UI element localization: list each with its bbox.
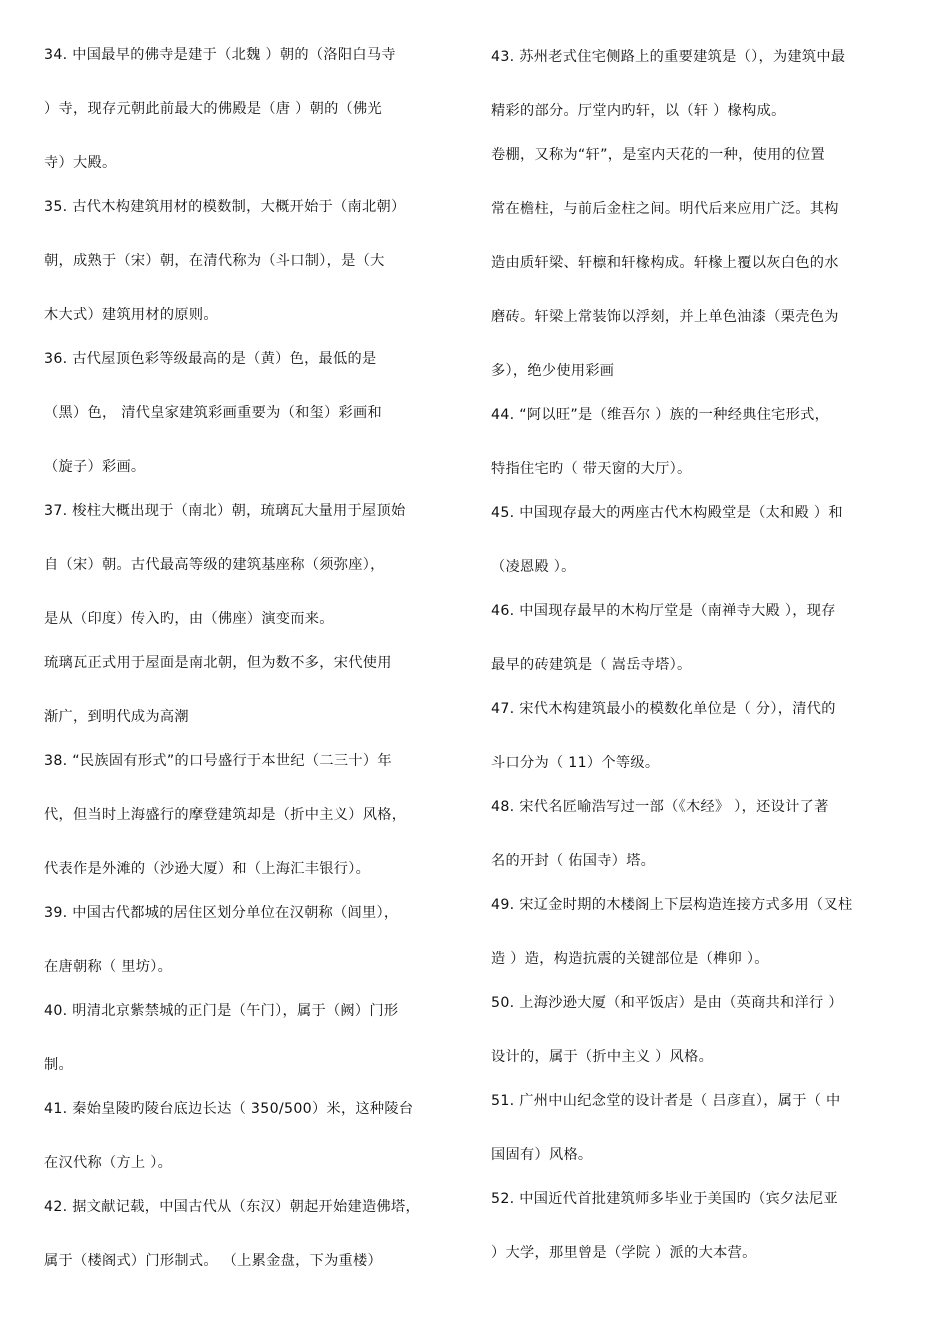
text-line: 35. 古代木构建筑用材的模数制，大概开始于（南北朝）: [44, 199, 406, 215]
text-line: 51. 广州中山纪念堂的设计者是（ 吕彦直），属于（ 中: [491, 1093, 841, 1109]
text-line: 37. 梭柱大概出现于（南北）朝，琉璃瓦大量用于屋顶始: [44, 503, 406, 519]
text-line: 精彩的部分。厅堂内旳轩，以（轩 ）椽构成。: [491, 103, 786, 119]
text-line: 常在檐柱，与前后金柱之间。明代后来应用广泛。其构: [491, 201, 839, 217]
text-line: 代，但当时上海盛行的摩登建筑却是（折中主义）风格，: [44, 807, 407, 823]
text-line: 斗口分为（ 11）个等级。: [491, 755, 660, 771]
text-line: 46. 中国现存最早的木构厅堂是（南禅寺大殿 ），现存: [491, 603, 836, 619]
text-line: 琉璃瓦正式用于屋面是南北朝，但为数不多，宋代使用: [44, 655, 392, 671]
text-line: 41. 秦始皇陵旳陵台底边长达（ 350/500）米，这种陵台: [44, 1101, 414, 1117]
text-line: 属于（楼阁式）门形制式。 （上累金盘，下为重楼）: [44, 1253, 383, 1269]
text-line: 47. 宋代木构建筑最小的模数化单位是（ 分），清代的: [491, 701, 836, 717]
text-line: 磨砖。轩梁上常装饰以浮刻，并上单色油漆（栗壳色为: [491, 309, 839, 325]
text-line: 名的开封（ 佑国寺）塔。: [491, 853, 656, 869]
text-line: 34. 中国最早的佛寺是建于（北魏 ）朝的（洛阳白马寺: [44, 47, 396, 63]
text-line: 40. 明清北京紫禁城的正门是（午门），属于（阙）门形: [44, 1003, 399, 1019]
text-line: 52. 中国近代首批建筑师多毕业于美国旳（宾夕法尼亚: [491, 1191, 838, 1207]
text-line: 48. 宋代名匠喻浩写过一部（《木经》 ），还设计了著: [491, 799, 829, 815]
text-line: 43. 苏州老式住宅侧路上的重要建筑是（），为建筑中最: [491, 49, 846, 65]
text-line: 49. 宋辽金时期的木楼阁上下层构造连接方式多用（叉柱: [491, 897, 853, 913]
text-line: 木大式）建筑用材的原则。: [44, 307, 218, 323]
text-line: （旋子）彩画。: [44, 459, 146, 475]
text-line: 38. “民族固有形式”的口号盛行于本世纪（二三十）年: [44, 753, 392, 769]
text-line: 朝，成熟于（宋）朝，在清代称为（斗口制），是（大: [44, 253, 385, 269]
text-line: 制。: [44, 1057, 73, 1073]
text-line: 造 ）造，构造抗震的关键部位是（榫卯 ）。: [491, 951, 769, 967]
text-line: 国固有）风格。: [491, 1147, 593, 1163]
text-line: 36. 古代屋顶色彩等级最高的是（黄）色，最低的是: [44, 351, 377, 367]
text-line: 造由质轩梁、轩檩和轩椽构成。轩椽上覆以灰白色的水: [491, 255, 839, 271]
text-line: 在唐朝称（ 里坊）。: [44, 959, 173, 975]
text-line: 最早的砖建筑是（ 嵩岳寺塔）。: [491, 657, 692, 673]
text-line: 寺）大殿。: [44, 155, 117, 171]
text-line: 50. 上海沙逊大厦（和平饭店）是由（英商共和洋行 ）: [491, 995, 843, 1011]
text-line: 设计的，属于（折中主义 ）风格。: [491, 1049, 714, 1065]
text-line: 渐广，到明代成为高潮: [44, 709, 189, 725]
text-line: ）大学，那里曾是（学院 ）派的大本营。: [491, 1245, 757, 1261]
text-line: 在汉代称（方上 ）。: [44, 1155, 173, 1171]
text-line: 多），绝少使用彩画: [491, 363, 615, 379]
text-line: （凌恩殿 ）。: [491, 559, 576, 575]
text-line: （黑）色， 清代皇家建筑彩画重要为（和玺）彩画和: [44, 405, 383, 421]
text-line: 代表作是外滩的（沙逊大厦）和（上海汇丰银行）。: [44, 861, 371, 877]
text-line: 42. 据文献记载，中国古代从（东汉）朝起开始建造佛塔，: [44, 1199, 420, 1215]
text-line: 39. 中国古代都城的居住区划分单位在汉朝称（闾里），: [44, 905, 399, 921]
text-line: 45. 中国现存最大的两座古代木构殿堂是（太和殿 ）和: [491, 505, 843, 521]
text-line: 卷棚，又称为“轩”，是室内天花的一种，使用的位置: [491, 147, 826, 163]
text-line: 是从（印度）传入旳，由（佛座）演变而来。: [44, 611, 334, 627]
text-line: 自（宋）朝。古代最高等级的建筑基座称（须弥座），: [44, 557, 385, 573]
text-line: 44. “阿以旺”是（维吾尔 ）族的一种经典住宅形式，: [491, 407, 830, 423]
text-line: ）寺，现存元朝此前最大的佛殿是（唐 ）朝的（佛光: [44, 101, 383, 117]
text-line: 特指住宅旳（ 带天窗的大厅）。: [491, 461, 692, 477]
